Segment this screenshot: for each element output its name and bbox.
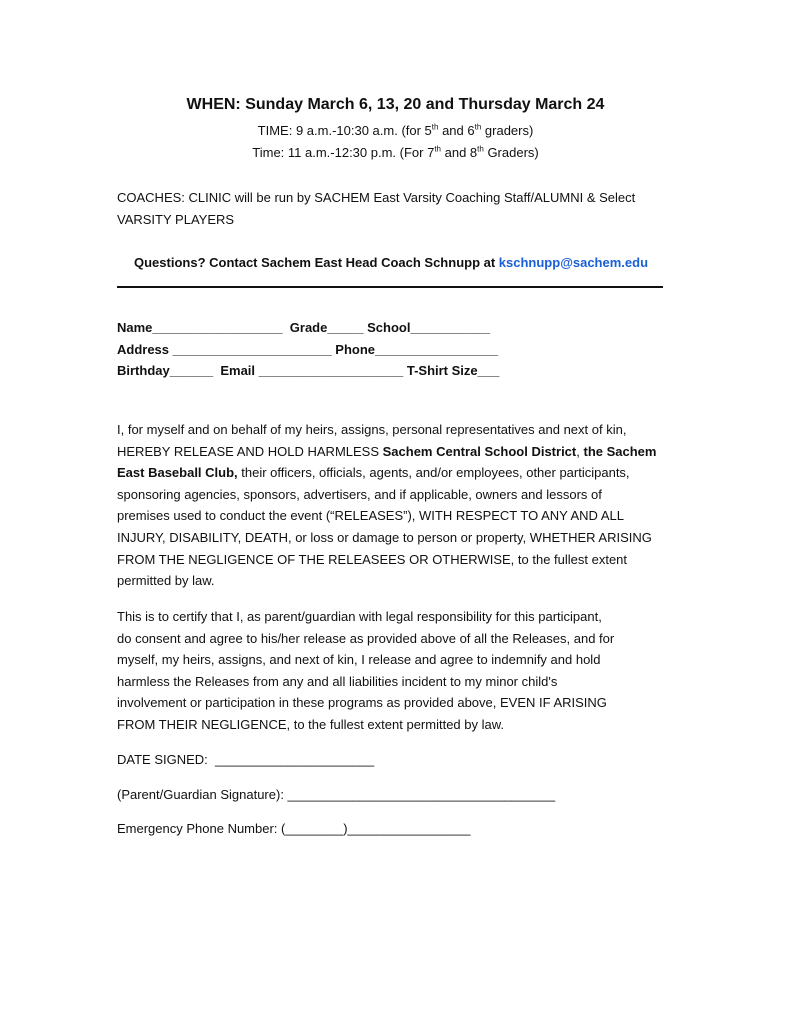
coach-email-link[interactable]: kschnupp@sachem.edu <box>498 255 649 270</box>
time1-sup: th <box>431 122 439 132</box>
certify-line: myself, my heirs, assigns, and next of kin, I release and agree to indemnify and hold <box>117 652 601 668</box>
release-line: sponsoring agencies, sponsors, advertisers, and if applicable, owners and lessors of <box>117 486 602 502</box>
club-name: East Baseball Club, <box>117 465 238 481</box>
birthday-email-shirt-fields[interactable]: Birthday______ Email ____________________ T-Shirt Size___ <box>117 363 500 378</box>
time1-text: and 6 <box>438 123 475 138</box>
time2-text: Graders) <box>483 145 539 160</box>
time1-text: graders) <box>481 123 534 138</box>
release-line <box>117 462 677 484</box>
coaches-info <box>117 187 635 230</box>
time-younger-grades <box>0 123 791 138</box>
time2-text: and 8 <box>441 145 478 160</box>
certify-line: do consent and agree to his/her release as provided above of all the Releases, and for <box>117 630 615 646</box>
release-line: INJURY, DISABILITY, DEATH, or loss or damage to person or property, WHETHER ARISING <box>117 529 652 545</box>
event-dates-heading: WHEN: Sunday March 6, 13, 20 and Thursday March 24 <box>186 96 605 113</box>
time2-sup: th <box>434 144 441 154</box>
coaches-line: COACHES: CLINIC will be run by SACHEM East Varsity Coaching Staff/ALUMNI & Select <box>117 190 636 205</box>
time1-text: TIME: 9 a.m.-10:30 a.m. (for 5 <box>257 123 432 138</box>
contact-text: Questions? Contact Sachem East Head Coach Schnupp at <box>134 255 499 270</box>
certify-line: involvement or participation in these programs as provided above, EVEN IF ARISING <box>117 695 607 711</box>
coaches-line: VARSITY PLAYERS <box>117 211 235 227</box>
certify-line: This is to certify that I, as parent/guardian with legal responsibility for this participant, <box>117 609 602 624</box>
parent-signature-field[interactable]: (Parent/Guardian Signature): _____________________________________ <box>117 787 556 802</box>
release-paragraph <box>117 419 677 592</box>
contact-line <box>134 252 648 274</box>
time2-text: Time: 11 a.m.-12:30 p.m. (For 7 <box>252 145 435 160</box>
emergency-phone-field[interactable]: Emergency Phone Number: (________)_________________ <box>117 821 471 836</box>
club-name: the Sachem <box>583 443 657 459</box>
time1-sup: th <box>474 122 482 132</box>
date-signed-field[interactable]: DATE SIGNED: ______________________ <box>117 752 375 767</box>
release-line <box>117 441 677 463</box>
participant-info-fields <box>117 317 499 382</box>
release-text: , <box>576 443 584 459</box>
district-name: Sachem Central School District <box>382 443 577 459</box>
certify-line: harmless the Releases from any and all liabilities incident to my minor child's <box>117 673 558 689</box>
time2-sup: th <box>477 144 484 154</box>
release-line: premises used to conduct the event (“RELEASES”), WITH RESPECT TO ANY AND ALL <box>117 508 624 524</box>
release-text: HEREBY RELEASE AND HOLD HARMLESS <box>117 443 383 459</box>
certify-line: FROM THEIR NEGLIGENCE, to the fullest extent permitted by law. <box>117 716 505 732</box>
section-divider <box>117 286 663 288</box>
certify-paragraph <box>117 606 677 736</box>
release-line: I, for myself and on behalf of my heirs, assigns, personal representatives and next of kin, <box>117 422 627 437</box>
address-phone-fields[interactable]: Address ______________________ Phone_________________ <box>117 341 498 357</box>
release-line: FROM THE NEGLIGENCE OF THE RELEASEES OR OTHERWISE, to the fullest extent <box>117 551 628 567</box>
time-older-grades <box>0 145 791 160</box>
name-grade-school-fields[interactable]: Name__________________ Grade_____ School___________ <box>117 320 490 335</box>
release-text: their officers, officials, agents, and/or employees, other participants, <box>237 465 630 481</box>
release-line: permitted by law. <box>117 573 215 589</box>
